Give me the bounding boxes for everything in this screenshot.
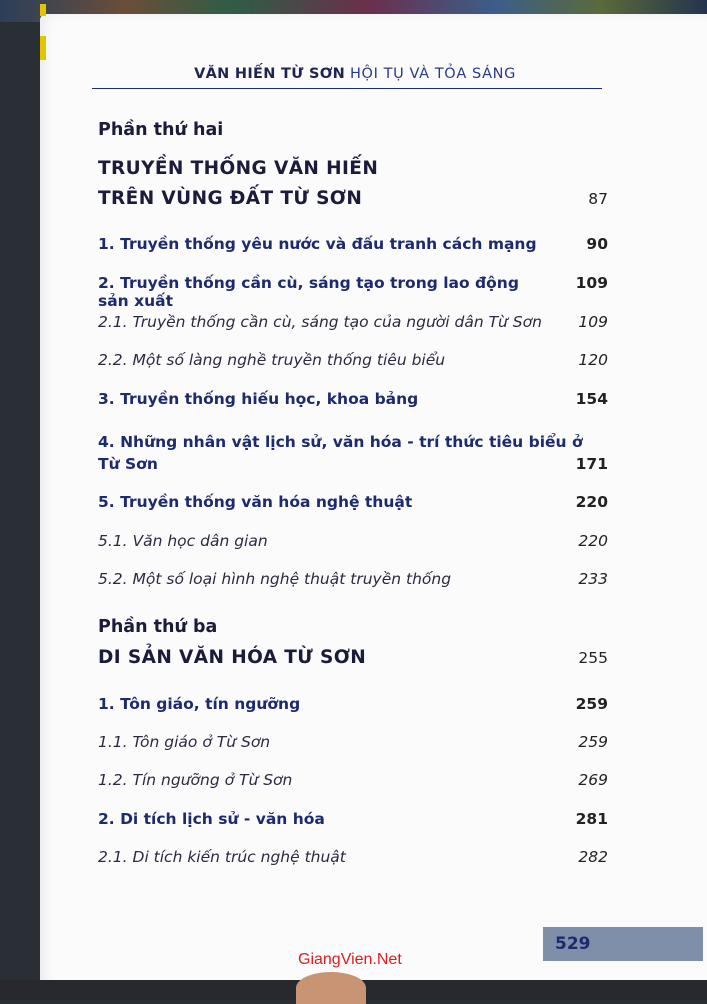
toc-entry-page: 220: [578, 532, 608, 550]
finger: [296, 972, 366, 1004]
toc-entry-title: 2. Di tích lịch sử - văn hóa: [98, 810, 325, 828]
page-number: 529: [555, 934, 591, 954]
toc-entry-page: 259: [575, 695, 608, 713]
toc-entry-title: 5. Truyền thống văn hóa nghệ thuật: [98, 493, 413, 511]
toc-entry-page: 109: [575, 274, 608, 292]
toc-entry-title: 2.1. Truyền thống cần cù, sáng tạo của người dân Từ Sơn: [98, 313, 542, 331]
toc-entry-title-line2: Từ Sơn: [98, 455, 158, 473]
header-bold-title: VĂN HIẾN TỪ SƠN: [194, 66, 346, 82]
toc-entry-page: 154: [575, 390, 608, 408]
toc-entry-page: 220: [575, 493, 608, 511]
toc-entry-page: 281: [575, 810, 608, 828]
part2-title-line1: TRUYỀN THỐNG VĂN HIẾN: [98, 158, 379, 179]
toc-entry-title: 5.2. Một số loại hình nghệ thuật truyền thống: [98, 570, 452, 588]
yellow-bookmark: [40, 36, 46, 60]
part3-page: 255: [578, 649, 608, 667]
toc-entry-title-line1: 4. Những nhân vật lịch sử, văn hóa - trí thức tiêu biểu ở: [98, 433, 583, 451]
toc-entry: [98, 431, 608, 477]
toc-entry-title: 2. Truyền thống cần cù, sáng tạo trong lao động sản xuất: [98, 274, 519, 310]
toc-entry-page: 233: [578, 570, 608, 588]
toc-entry-title: [98, 431, 598, 475]
part3-title: DI SẢN VĂN HÓA TỪ SƠN: [98, 647, 367, 668]
header-subtitle: HỘI TỤ VÀ TỎA SÁNG: [350, 66, 516, 82]
toc-entry-title: 3. Truyền thống hiếu học, khoa bảng: [98, 390, 419, 408]
toc-entry-page: 259: [578, 733, 608, 751]
toc-entry-page: 90: [586, 235, 608, 253]
header-rule: [92, 88, 602, 89]
toc-entry-page: 282: [578, 848, 608, 866]
toc-entry-page: 171: [575, 455, 608, 473]
part2-title-line2: TRÊN VÙNG ĐẤT TỪ SƠN: [98, 188, 363, 209]
toc-entry-title: 1.2. Tín ngưỡng ở Từ Sơn: [98, 771, 293, 789]
toc-entry-page: 120: [578, 351, 608, 369]
toc-entry-title: 5.1. Văn học dân gian: [98, 532, 268, 550]
part2-label: Phần thứ hai: [98, 120, 224, 140]
toc-entry-page: 269: [578, 771, 608, 789]
toc-entry-title: 1. Truyền thống yêu nước và đấu tranh cách mạng: [98, 235, 537, 253]
yellow-bookmark-top: [40, 4, 46, 16]
toc-entry-title: 2.2. Một số làng nghề truyền thống tiêu biểu: [98, 351, 446, 369]
watermark: GiangVien.Net: [298, 951, 402, 968]
part2-page: 87: [588, 190, 608, 208]
part3-label: Phần thứ ba: [98, 617, 218, 637]
toc-entry-title: 1.1. Tôn giáo ở Từ Sơn: [98, 733, 271, 751]
toc-entry-title: 1. Tôn giáo, tín ngưỡng: [98, 695, 301, 713]
toc-entry-title: 2.1. Di tích kiến trúc nghệ thuật: [98, 848, 346, 866]
toc-entry-page: 109: [578, 313, 608, 331]
